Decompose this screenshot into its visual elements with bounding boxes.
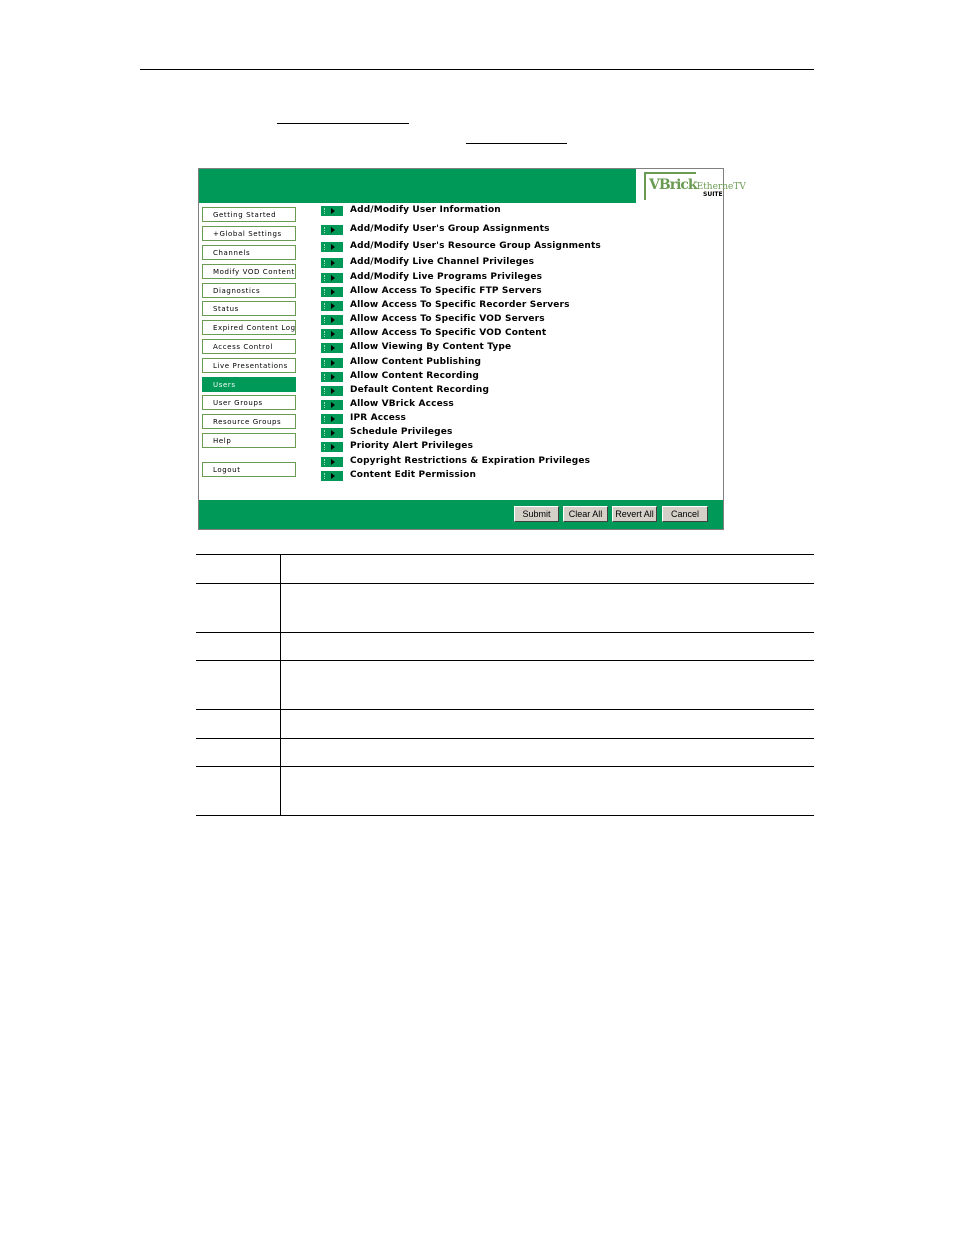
app-footer-bar <box>199 500 723 529</box>
menu-item-label: Allow Access To Specific Recorder Servers <box>350 300 570 310</box>
menu-item-label: Content Edit Permission <box>350 470 476 480</box>
app-screenshot <box>198 168 746 530</box>
arrow-right-icon <box>321 343 343 353</box>
arrow-right-icon <box>321 471 343 481</box>
sidebar-item-help[interactable]: Help <box>202 433 296 448</box>
table-rule <box>196 766 814 767</box>
sidebar-item-status[interactable]: Status <box>202 301 296 316</box>
vbrick-logo <box>636 169 746 203</box>
arrow-right-icon <box>321 273 343 283</box>
table-rule <box>196 738 814 739</box>
sidebar-item-user-groups[interactable]: User Groups <box>202 395 296 410</box>
arrow-right-icon <box>321 414 343 424</box>
table-rule <box>196 554 814 555</box>
table-rule <box>196 815 814 816</box>
arrow-right-icon <box>321 329 343 339</box>
menu-item-label: Add/Modify User's Resource Group Assignments <box>350 241 601 251</box>
header-rule <box>140 69 814 70</box>
arrow-right-icon <box>321 400 343 410</box>
menu-item-label: Allow Access To Specific FTP Servers <box>350 286 542 296</box>
menu-item-label: Schedule Privileges <box>350 427 453 437</box>
sidebar-item-logout[interactable]: Logout <box>202 462 296 477</box>
arrow-right-icon <box>321 442 343 452</box>
sidebar-item-diagnostics[interactable]: Diagnostics <box>202 283 296 298</box>
arrow-right-icon <box>321 225 343 235</box>
sidebar-item-expired-content-log[interactable]: Expired Content Log <box>202 320 296 335</box>
link-underline[interactable] <box>466 143 567 144</box>
table-rule <box>196 660 814 661</box>
sidebar-item-global-settings[interactable]: +Global Settings <box>202 226 296 241</box>
logo-brand <box>649 177 746 193</box>
arrow-right-icon <box>321 372 343 382</box>
menu-item-label: Allow Access To Specific VOD Content <box>350 328 547 338</box>
sidebar-item-getting-started[interactable]: Getting Started <box>202 207 296 222</box>
logo-suite: SUITE <box>703 191 723 198</box>
arrow-right-icon <box>321 258 343 268</box>
menu-item-label: Allow Access To Specific VOD Servers <box>350 314 545 324</box>
arrow-right-icon <box>321 358 343 368</box>
sidebar-item-users[interactable]: Users <box>202 377 296 392</box>
arrow-right-icon <box>321 242 343 252</box>
submit-button[interactable]: Submit <box>514 506 559 522</box>
sidebar-item-channels[interactable]: Channels <box>202 245 296 260</box>
arrow-right-icon <box>321 457 343 467</box>
link-underline[interactable] <box>277 123 409 124</box>
arrow-right-icon <box>321 428 343 438</box>
arrow-right-icon <box>321 301 343 311</box>
menu-item-label: IPR Access <box>350 413 406 423</box>
menu-item-label: Add/Modify Live Programs Privileges <box>350 272 543 282</box>
cancel-button[interactable]: Cancel <box>662 506 708 522</box>
table-rule <box>196 709 814 710</box>
menu-item-label: Priority Alert Privileges <box>350 441 474 451</box>
table-column-divider <box>280 554 281 816</box>
clear-all-button[interactable]: Clear All <box>563 506 608 522</box>
menu-item-label: Add/Modify User Information <box>350 205 501 215</box>
sidebar-item-access-control[interactable]: Access Control <box>202 339 296 354</box>
menu-item-label: Allow VBrick Access <box>350 399 454 409</box>
table-rule <box>196 583 814 584</box>
app-header-bar <box>199 169 636 203</box>
sidebar-item-modify-vod-content[interactable]: Modify VOD Content <box>202 264 296 279</box>
menu-item-label: Add/Modify Live Channel Privileges <box>350 257 535 267</box>
arrow-right-icon <box>321 315 343 325</box>
logo-brand-main: VBrick <box>649 177 697 193</box>
logo-brand-sub: EtherneTV <box>696 182 746 192</box>
menu-item-label: Copyright Restrictions & Expiration Privileges <box>350 456 591 466</box>
menu-item-label: Add/Modify User's Group Assignments <box>350 224 550 234</box>
table-rule <box>196 632 814 633</box>
sidebar-item-live-presentations[interactable]: Live Presentations <box>202 358 296 373</box>
menu-item-label: Allow Viewing By Content Type <box>350 342 512 352</box>
arrow-right-icon <box>321 386 343 396</box>
sidebar-item-resource-groups[interactable]: Resource Groups <box>202 414 296 429</box>
arrow-right-icon <box>321 287 343 297</box>
menu-item-label: Allow Content Publishing <box>350 357 482 367</box>
revert-all-button[interactable]: Revert All <box>612 506 657 522</box>
arrow-right-icon <box>321 206 343 216</box>
menu-item-label: Allow Content Recording <box>350 371 480 381</box>
menu-item-label: Default Content Recording <box>350 385 490 395</box>
